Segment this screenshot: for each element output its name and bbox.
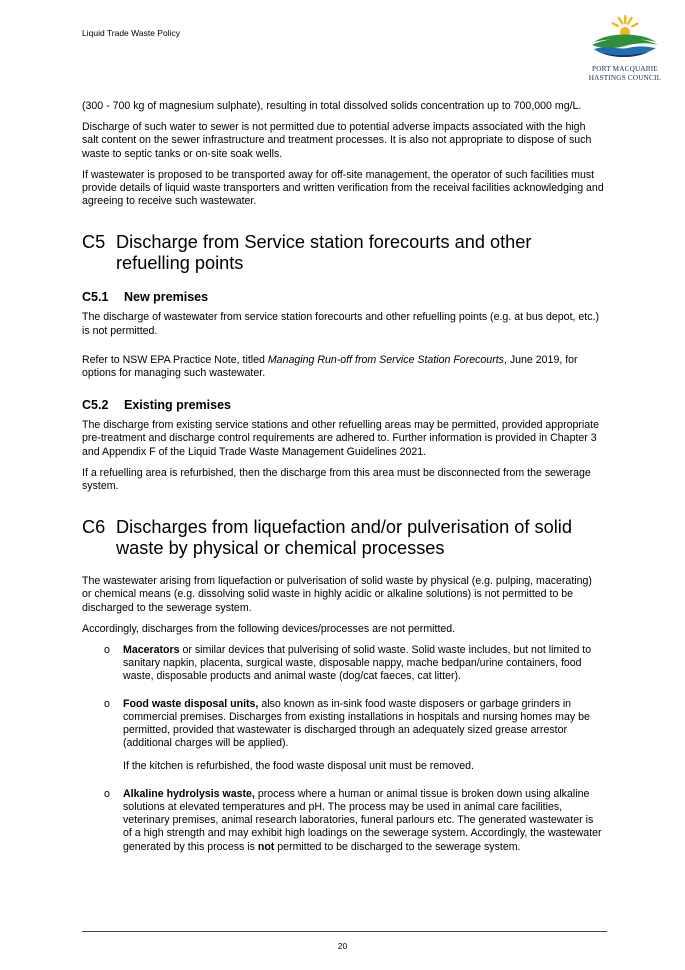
section-heading-c5	[82, 232, 604, 273]
subsection-heading-c5-2	[82, 398, 604, 413]
item-text: also known as in-sink food waste disposers or garbage grinders in commercial premises. Discharges from existing installations in hospitals and nursing homes may be permitted, provided that wastewater is discharged through an adequately sized grease arrestor (additional charges will be applied).	[123, 697, 590, 750]
item-term: Alkaline hydrolysis waste,	[123, 787, 255, 800]
section-number: C5	[82, 232, 106, 253]
body-paragraph: The discharge of wastewater from service station forecourts and other refuelling points (e.g. at bus depot, etc.) is not permitted.	[82, 311, 600, 337]
section-heading-c6	[82, 517, 604, 558]
council-logo	[580, 12, 670, 82]
item-term: Food waste disposal units,	[123, 697, 259, 710]
item-emphasis: not	[257, 840, 275, 853]
item-text: process where a human or animal tissue is broken down using alkaline solutions at elevated temperatures and pH. The process may be used in animal care facilities, veterinary premises, animal research laboratories, funeral parlours etc. The generated wastewater is of a high strength and may exhibit high loadings on the sewerage system. Accordingly, the wastewater generated by this process is	[123, 787, 602, 853]
body-paragraph-reference: Refer to NSW EPA Practice Note, titled Managing Run-off from Service Station Forecourts, June 2019, for options for managing such wastewater.	[82, 353, 578, 380]
subsection-number: C5.1	[82, 290, 109, 305]
section-title: Discharge from Service station forecourts and other refuelling points	[116, 232, 532, 273]
bullet-marker: o	[104, 697, 110, 710]
subsection-title: Existing premises	[124, 398, 231, 413]
intro-paragraph: If wastewater is proposed to be transported away for off-site management, the operator of such facilities must provide details of liquid waste transporters and written verification from the receival facilities acknowledging and agreeing to receive such wastewater.	[82, 168, 604, 208]
body-paragraph: The wastewater arising from liquefaction or pulverisation of solid waste by physical (e.g. pulping, macerating) or chemical means (e.g. dissolving solid waste in highly acidic or alkaline solutions) is not permitted to be discharged to the sewerage system.	[82, 575, 592, 614]
section-title: Discharges from liquefaction and/or pulverisation of solid waste by physical or chemical processes	[116, 517, 572, 558]
document-body	[82, 100, 604, 868]
item-text: or similar devices that pulverising of solid waste. Solid waste includes, but not limited to sanitary napkin, placenta, surgical waste, disposable nappy, mache bedpan/urine containers, food waste, disposable products and animal waste (dog/cat faeces, cat litter).	[123, 644, 592, 683]
logo-text-line-2: HASTINGS COUNCIL	[588, 74, 662, 82]
list-item	[82, 788, 604, 854]
subsection-title: New premises	[124, 290, 209, 305]
bullet-marker: o	[104, 644, 110, 657]
list-item	[82, 698, 604, 751]
item-text: permitted to be discharged to the sewerage system.	[274, 840, 521, 853]
list-item	[82, 644, 604, 684]
bullet-marker: o	[104, 787, 110, 800]
intro-paragraph: (300 - 700 kg of magnesium sulphate), resulting in total dissolved solids concentration up to 700,000 mg/L.	[82, 100, 582, 112]
footer-divider	[82, 931, 607, 932]
header-title: Liquid Trade Waste Policy	[82, 28, 180, 38]
council-logo-icon	[588, 12, 662, 62]
subsection-number: C5.2	[82, 398, 109, 413]
section-number: C6	[82, 517, 106, 538]
body-paragraph: The discharge from existing service stations and other refuelling areas may be permitted, provided appropriate pre-treatment and discharge control requirements are adhered to. Further information is provided in Chapter 3 and Appendix F of the Liquid Trade Waste Management Guidelines 2021.	[82, 419, 600, 458]
item-note: If the kitchen is refurbished, the food waste disposal unit must be removed.	[123, 760, 474, 773]
bullet-list	[82, 644, 604, 750]
item-term: Macerators	[123, 644, 180, 657]
intro-paragraph: Discharge of such water to sewer is not permitted due to potential adverse impacts associated with the high salt content on the sewer infrastructure and treatment processes. It is also not appropriate to dispose of such waste to septic tanks or on-site soak wells.	[82, 121, 592, 160]
body-paragraph: Accordingly, discharges from the following devices/processes are not permitted.	[82, 622, 456, 635]
subsection-heading-c5-1	[82, 290, 604, 305]
document-title-reference: Managing Run-off from Service Station Forecourts	[267, 353, 504, 366]
body-paragraph: If a refuelling area is refurbished, then the discharge from this area must be disconnected from the sewerage system.	[82, 466, 591, 493]
bullet-list	[82, 788, 604, 854]
logo-text-line-1: PORT MACQUARIE	[592, 65, 658, 73]
page-number: 20	[337, 941, 348, 951]
